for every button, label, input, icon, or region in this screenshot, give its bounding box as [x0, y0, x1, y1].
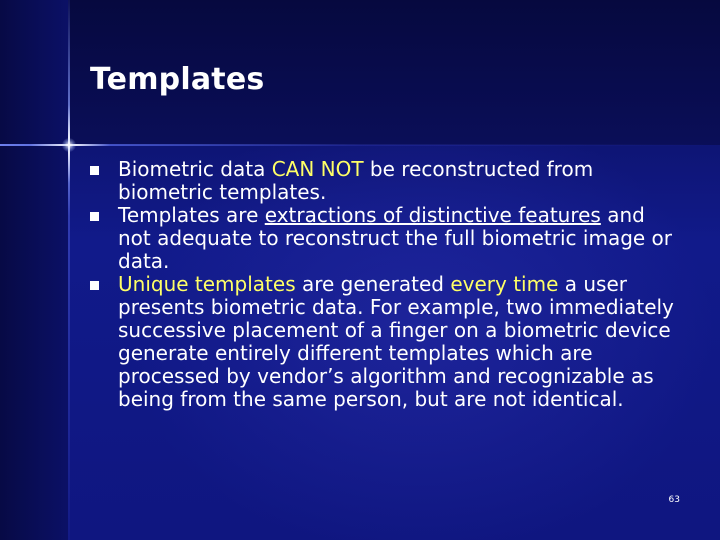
- bullet-1-highlight: CAN NOT: [271, 157, 364, 181]
- bullet-2-text-end: and not adequate to reconstruct the full biometric image or data.: [118, 203, 673, 273]
- page-number: 63: [668, 495, 680, 505]
- vertical-glow-line: [68, 0, 70, 540]
- bullet-3-highlight-2: every time: [450, 272, 559, 296]
- bullet-list: [90, 158, 680, 411]
- left-band: [0, 0, 68, 540]
- bullet-1-text: Biometric data: [118, 157, 272, 181]
- square-bullet-icon: [90, 281, 99, 290]
- bullet-2-underlined: extractions of distinctive features: [264, 203, 601, 227]
- sparkle-star-icon: [62, 138, 76, 152]
- bullet-3-text-end: a user presents biometric data. For example, two immediately successive placement of a finger on a biometric device generate entirely different templates which are processed by vendor’s algorithm and recognizable as being from the same person, but are not identical.: [118, 272, 674, 411]
- slide-title: Templates: [90, 62, 265, 97]
- bullet-1-text-end: be reconstructed from biometric templates.: [118, 157, 594, 204]
- bullet-item-2: [90, 204, 680, 273]
- bullet-item-3: [90, 273, 680, 411]
- bullet-2-text: Templates are: [118, 203, 265, 227]
- bullet-item-1: [90, 158, 680, 204]
- square-bullet-icon: [90, 166, 99, 175]
- square-bullet-icon: [90, 212, 99, 221]
- bullet-3-text: are generated: [295, 272, 451, 296]
- bullet-3-highlight: Unique templates: [118, 272, 296, 296]
